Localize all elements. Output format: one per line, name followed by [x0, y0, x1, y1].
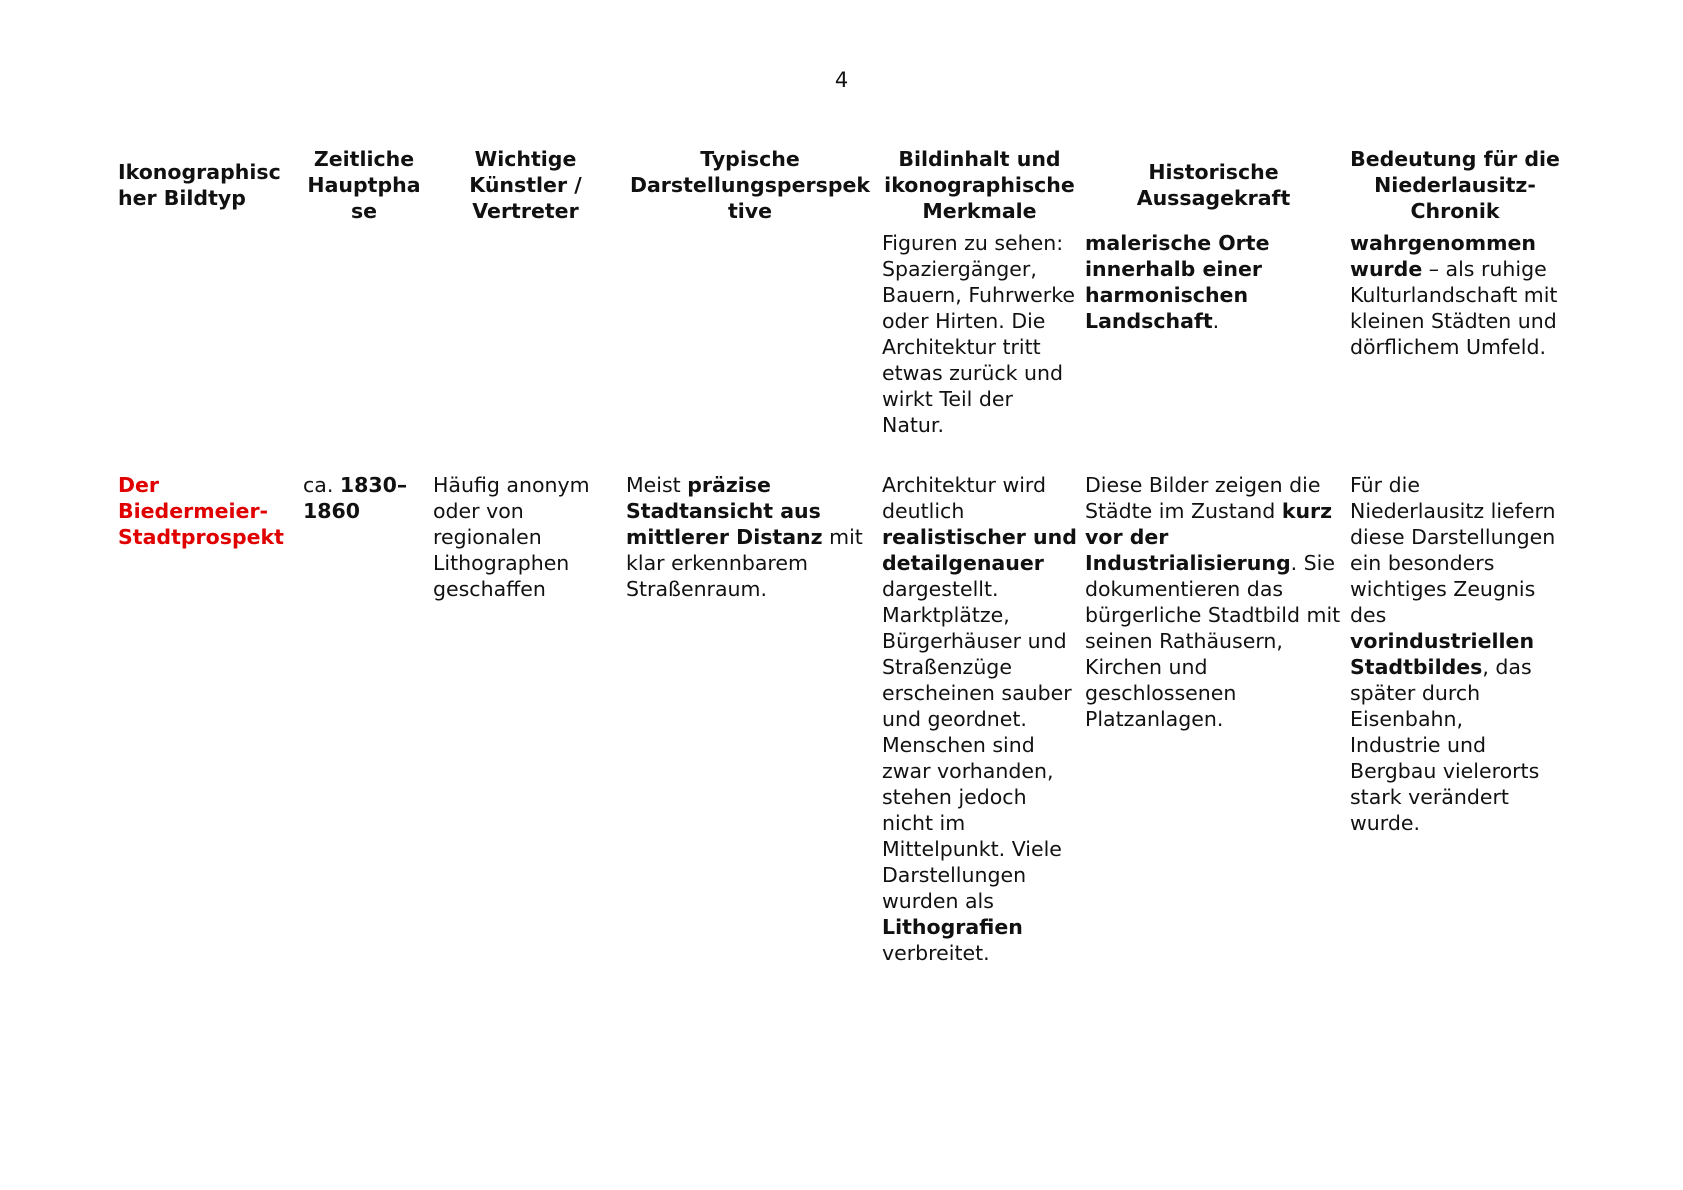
header-phase: Zeitliche Hauptphase: [307, 147, 421, 223]
cell-merkmale-continued: [878, 230, 1081, 438]
cell-aussagekraft: [1081, 472, 1346, 966]
bedeutung-pre: Für die Niederlausitz liefern diese Darstellungen ein besonders wichtiges Zeugnis des: [1350, 473, 1556, 627]
merkmale-pre: Architektur wird deutlich: [882, 473, 1046, 523]
perspektive-pre: Meist: [626, 473, 688, 497]
header-aussagekraft: Historische Aussagekraft: [1136, 160, 1291, 210]
iconography-table: [114, 146, 1564, 966]
page-number: 4: [834, 68, 849, 92]
kuenstler-text: Häufig anonym oder von regionalen Lithographen geschaffen: [433, 473, 590, 601]
cell-kuenstler: [429, 472, 622, 966]
bedeutung-post: , das später durch Eisenbahn, Industrie und Bergbau vielerorts stark verändert wurde.: [1350, 655, 1540, 835]
header-bedeutung: Bedeutung für die Niederlausitz-Chronik: [1350, 147, 1560, 223]
cell-empty: [429, 230, 622, 438]
cell-aussagekraft-continued: [1081, 230, 1346, 438]
cell-bedeutung: [1346, 472, 1564, 966]
aussagekraft-post: . Sie dokumentieren das bürgerliche Stadtbild mit seinen Rathäusern, Kirchen und geschlossenen Platzanlagen.: [1085, 551, 1341, 731]
aussagekraft-bold: malerische Orte innerhalb einer harmonischen Landschaft: [1085, 231, 1270, 333]
cell-empty: [114, 230, 299, 438]
aussagekraft-pre: Diese Bilder zeigen die Städte im Zustand: [1085, 473, 1321, 523]
cell-bedeutung-continued: [1346, 230, 1564, 438]
merkmale-text: Figuren zu sehen: Spaziergänger, Bauern, Fuhrwerke oder Hirten. Die Architektur tritt etwas zurück und wirkt Teil der Natur.: [882, 231, 1075, 437]
merkmale-bold1: realistischer und detailgenauer: [882, 525, 1077, 575]
perspektive-bold: präzise Stadtansicht aus mittlerer Distanz: [626, 473, 823, 549]
table-header: [114, 146, 1564, 230]
bildtyp-label: Der Biedermeier-Stadtprospekt: [118, 473, 284, 549]
aussagekraft-tail: .: [1212, 309, 1220, 333]
perspektive-post: mit klar erkennbarem Straßenraum.: [626, 525, 863, 601]
table-row-continued: [114, 230, 1564, 438]
merkmale-bold2: Lithografien: [882, 915, 1023, 939]
row-spacer: [114, 438, 1564, 472]
header-perspektive: Typische Darstellungsperspektive: [629, 147, 871, 223]
header-merkmale: Bildinhalt und ikonographische Merkmale: [884, 147, 1075, 223]
cell-merkmale: [878, 472, 1081, 966]
header-bildtyp: Ikonographischer Bildtyp: [118, 160, 281, 210]
phase-years: 1830–1860: [303, 473, 408, 523]
bedeutung-tail: – als ruhige Kulturlandschaft mit kleinen Städten und dörflichem Umfeld.: [1350, 257, 1558, 359]
cell-phase: [299, 472, 429, 966]
cell-empty: [622, 230, 878, 438]
header-kuenstler: Wichtige Künstler / Vertreter: [469, 147, 582, 223]
cell-perspektive: [622, 472, 878, 966]
phase-prefix: ca.: [303, 473, 340, 497]
merkmale-post: verbreitet.: [882, 941, 990, 965]
bedeutung-bold: wahrgenommen wurde: [1350, 231, 1536, 281]
merkmale-mid: dargestellt. Marktplätze, Bürgerhäuser und Straßenzüge erscheinen sauber und geordnet. Menschen sind zwar vorhanden, stehen jedoch nicht im Mittelpunkt. Viele Darstellungen wurden als: [882, 577, 1072, 913]
table-row-biedermeier: [114, 472, 1564, 966]
aussagekraft-bold: kurz vor der Industrialisierung: [1085, 499, 1333, 575]
cell-empty: [299, 230, 429, 438]
cell-bildtyp: [114, 472, 299, 966]
bedeutung-bold: vorindustriellen Stadtbildes: [1350, 629, 1535, 679]
